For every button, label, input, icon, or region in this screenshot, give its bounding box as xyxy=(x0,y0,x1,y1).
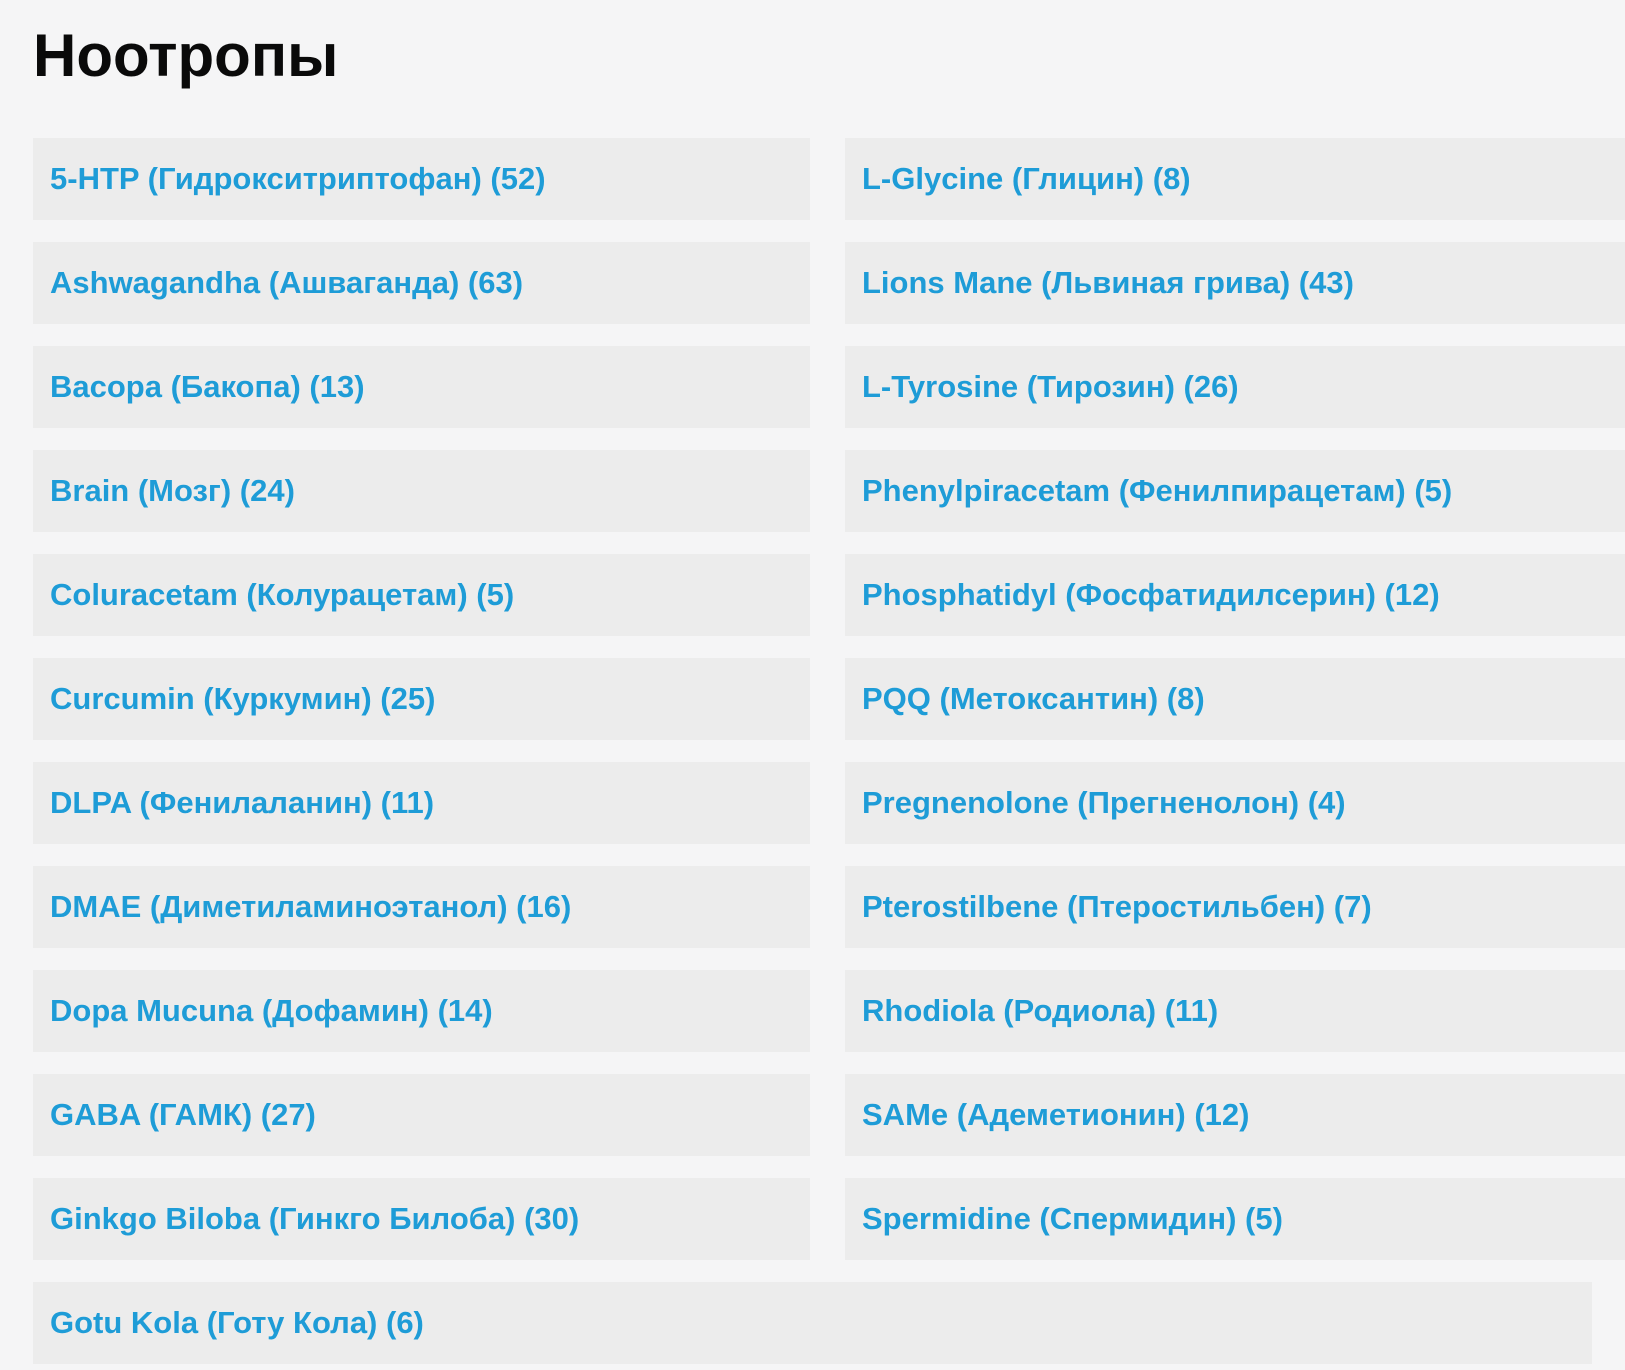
category-row xyxy=(845,450,1625,532)
category-link[interactable]: DLPA (Фенилаланин) (11) xyxy=(50,784,435,820)
category-row xyxy=(33,1282,1592,1364)
category-link[interactable]: Phenylpiracetam (Фенилпирацетам) (5) xyxy=(862,472,1453,508)
category-link[interactable]: Coluracetam (Колурацетам) (5) xyxy=(50,576,515,612)
category-row xyxy=(845,346,1625,428)
category-link[interactable]: Lions Mane (Львиная грива) (43) xyxy=(862,264,1354,300)
category-link[interactable]: 5-HTP (Гидрокситриптофан) (52) xyxy=(50,160,546,196)
category-row xyxy=(33,1074,810,1156)
category-link[interactable]: Brain (Мозг) (24) xyxy=(50,472,295,508)
category-row xyxy=(33,970,810,1052)
category-link[interactable]: Phosphatidyl (Фосфатидилсерин) (12) xyxy=(862,576,1440,612)
category-link[interactable]: SAMe (Адеметионин) (12) xyxy=(862,1096,1250,1132)
category-link[interactable]: GABA (ГАМК) (27) xyxy=(50,1096,316,1132)
category-link[interactable]: Ashwagandha (Ашваганда) (63) xyxy=(50,264,524,300)
category-row xyxy=(845,762,1625,844)
category-link[interactable]: Bacopa (Бакопа) (13) xyxy=(50,368,365,404)
category-list xyxy=(33,138,1625,1260)
category-link[interactable]: Pregnenolone (Прегненолон) (4) xyxy=(862,784,1346,820)
category-row xyxy=(33,346,810,428)
category-row xyxy=(33,762,810,844)
category-row xyxy=(33,138,810,220)
category-row xyxy=(845,970,1625,1052)
category-row xyxy=(33,658,810,740)
category-row xyxy=(845,138,1625,220)
category-row xyxy=(845,1178,1625,1260)
category-link[interactable]: Dopa Mucuna (Дофамин) (14) xyxy=(50,992,493,1028)
category-link[interactable]: L-Glycine (Глицин) (8) xyxy=(862,160,1191,196)
category-link[interactable]: Rhodiola (Родиола) (11) xyxy=(862,992,1219,1028)
category-row-full-width-slot xyxy=(33,1282,1592,1364)
category-row xyxy=(845,1074,1625,1156)
category-link[interactable]: L-Tyrosine (Тирозин) (26) xyxy=(862,368,1239,404)
category-link[interactable]: Pterostilbene (Птеростильбен) (7) xyxy=(862,888,1372,924)
category-row xyxy=(845,554,1625,636)
category-row xyxy=(33,866,810,948)
category-row xyxy=(845,866,1625,948)
category-row xyxy=(33,554,810,636)
category-link[interactable]: DMAE (Диметиламиноэтанол) (16) xyxy=(50,888,572,924)
category-row xyxy=(33,450,810,532)
category-link[interactable]: Ginkgo Biloba (Гинкго Билоба) (30) xyxy=(50,1200,580,1236)
category-link[interactable]: PQQ (Метоксантин) (8) xyxy=(862,680,1205,716)
category-column-right xyxy=(845,138,1625,1260)
category-link[interactable]: Curcumin (Куркумин) (25) xyxy=(50,680,436,716)
page-title: Ноотропы xyxy=(33,22,339,89)
category-row xyxy=(33,242,810,324)
category-column-left xyxy=(33,138,810,1260)
category-link[interactable]: Gotu Kola (Готу Кола) (6) xyxy=(50,1304,424,1340)
category-row xyxy=(33,1178,810,1260)
category-row xyxy=(845,658,1625,740)
category-link[interactable]: Spermidine (Спермидин) (5) xyxy=(862,1200,1283,1236)
category-row xyxy=(845,242,1625,324)
